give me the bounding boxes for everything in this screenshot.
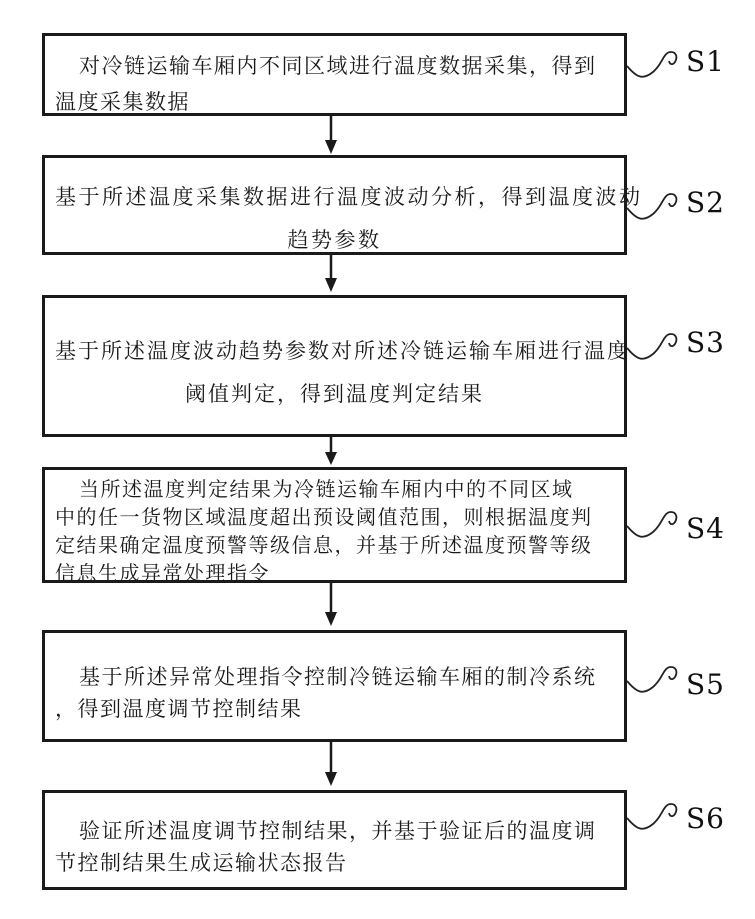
step-box-s3 [42, 295, 630, 437]
step-text-line: 趋势参数 [287, 228, 382, 252]
step-label-s5: S5 [686, 668, 725, 701]
step-text-line: 验证所述温度调节控制结果，并基于验证后的温度调 [79, 819, 597, 843]
leader-line [627, 663, 685, 709]
step-label-s6: S6 [686, 802, 725, 835]
leader-line [627, 508, 685, 554]
step-box-s1 [42, 33, 627, 116]
step-text-line: 对冷链运输车厢内不同区域进行温度数据采集，得到 [79, 54, 597, 78]
step-text-line: 温度采集数据 [55, 90, 190, 114]
step-text-line: 信息生成异常处理指令 [55, 561, 270, 585]
step-text-line: 定结果确定温度预警等级信息，并基于所述温度预警等级 [55, 533, 593, 557]
leader-line [627, 190, 685, 236]
flow-arrow-down-icon [322, 742, 340, 786]
flow-arrow-down-icon [322, 437, 340, 465]
step-label-s1: S1 [686, 45, 725, 78]
flow-arrow-down-icon [322, 583, 340, 626]
step-text-line: 节控制结果生成运输状态报告 [55, 851, 348, 875]
flow-arrow-down-icon [322, 255, 340, 292]
flow-arrow-down-icon [322, 116, 340, 154]
step-text-line: 基于所述温度采集数据进行温度波动分析，得到温度波动 [55, 185, 643, 209]
step-text-line: 当所述温度判定结果为冷链运输车厢内中的不同区域 [79, 477, 574, 501]
step-label-s4: S4 [686, 512, 725, 545]
leader-line [627, 800, 685, 846]
leader-line [627, 48, 685, 94]
step-box-s2 [42, 155, 643, 255]
step-text-line: 基于所述异常处理指令控制冷链运输车厢的制冷系统 [79, 665, 597, 689]
step-box-s5 [42, 630, 627, 742]
step-box-s4 [42, 467, 627, 583]
step-text-line: 阈值判定，得到温度判定结果 [185, 382, 484, 406]
step-label-s2: S2 [686, 186, 725, 219]
leader-line [627, 330, 685, 376]
step-label-s3: S3 [686, 326, 725, 359]
step-text-line: 基于所述温度波动趋势参数对所述冷链运输车厢进行温度 [55, 339, 630, 363]
step-box-s6 [42, 790, 627, 890]
step-text-line: ，得到温度调节控制结果 [55, 697, 303, 721]
step-text-line: 中的任一货物区域温度超出预设阈值范围，则根据温度判 [55, 505, 593, 529]
